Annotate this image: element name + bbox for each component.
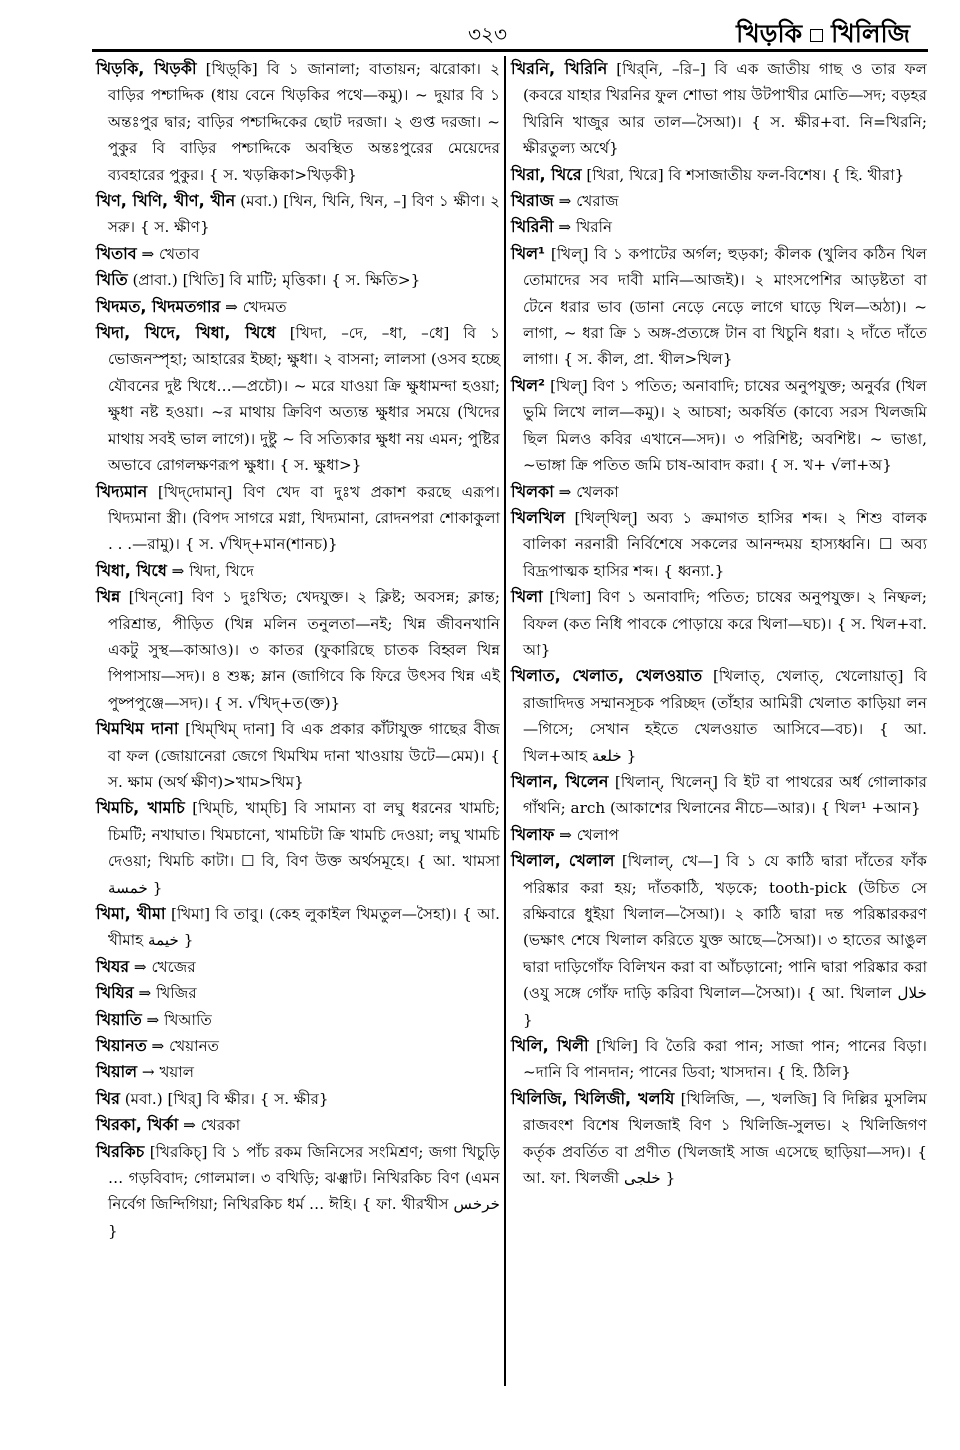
headword: খিলাল, খেলাল — [511, 851, 615, 871]
column-divider — [504, 56, 506, 1386]
headword: খিতি — [96, 270, 128, 290]
box-separator-icon — [810, 29, 823, 42]
entry-definition: [খিন্‌নো] বিণ ১ দুঃখিত; খেদযুক্ত। ২ ক্লিষ্ট; অবসন্ন; ক্লান্ত; পরিশ্রান্ত, পীড়িত (খিন্ন মলিন তনুলতা—নই; খিন্ন জীবনখানি একটু সুস্থ—কাআও)। ৩ কাতর (ফুকারিছে চাতক বিহ্বল খিন্ন পিপাসায়—সদ)। ৪ শুষ্ক; ম্লান (জাগিবে কি ফিরে উৎসব খিন্ন এই পুষ্পপুঞ্জে—সদ)। { স. √খিদ্+ত(ক্ত)} — [108, 588, 500, 712]
entry-definition: ⇒ খেরাজ — [553, 192, 619, 211]
headword: খিমখিম দানা — [96, 719, 179, 739]
entry-definition: ⇒ খেজের — [129, 957, 196, 976]
dictionary-entry — [511, 1033, 927, 1086]
entry-definition: [খির্‌নি, –রি–] বি এক জাতীয় গাছ ও তার ফল (কবরে যাহার খিরনির ফুল শোভা পায় উটপাখীর মোতি—সদ; বড়হর খিরিনি খাজুর আর তাল—সৈআ)। { স. ক্ষীর+বা. নি=খিরনি; ক্ষীরতুল্য অর্থে} — [523, 60, 927, 158]
entry-definition: [খিম্‌চি, খাম্‌চি] বি সামান্য বা লঘু ধরনের খামচি; চিমটি; নখাঘাত। খিমচানো, খামচিটা ক্রি খামচি দেওয়া; লঘু খামচি দেওয়া; খিমচি কাটা। ☐ বি, বিণ উক্ত অর্থসমূহে। { আ. খামসা خمسة } — [108, 799, 500, 897]
headword: খিলিজি, খিলিজী, খলযি — [511, 1088, 675, 1108]
dictionary-entry — [96, 188, 500, 241]
headword: খির — [96, 1088, 120, 1108]
entry-definition: [খিলাল্, খে—] বি ১ যে কাঠি দ্বারা দাঁতের ফাঁক পরিষ্কার করা হয়; দাঁতকাঠি, খড়কে; tooth-pick (উচিত সে রক্ষিবারে ধুইয়া খিলাল—সৈআ)। ২ কাঠি দ্বারা দন্ত পরিষ্কারকরণ (ভক্ষাৎ শেষে খিলাল করিতে যুক্ত আছে—সৈআ)। ৩ হাতের আঙুল দ্বারা দাড়িগোঁফ বিলিখন করা বা আঁচড়ানো; পানি দ্বারা পরিষ্কার করা (ওযু সঙ্গে গোঁফ দাড়ি করিবা খিলাল—সৈআ)। { আ. খিলাল خلال } — [523, 852, 927, 1029]
dictionary-entry — [511, 584, 927, 663]
dictionary-entry — [511, 188, 927, 214]
entry-definition: [খিরা, খিরে] বি শসাজাতীয় ফল-বিশেষ। { হি. খীরা} — [581, 165, 905, 184]
entry-definition: (প্রাবা.) [খিতি] বি মাটি; মৃত্তিকা। { স. ক্ষিতি>} — [127, 271, 421, 290]
entry-definition: [খিলান্, খিলেন্] বি ইট বা পাথরের অর্ধ গোলাকার গাঁথনি; arch (আকাশের খিলানের নীচে—আর)। { খিল¹ +আন} — [523, 772, 927, 818]
dictionary-entry — [96, 1059, 500, 1085]
entry-definition: [খিল্‌খিল্] অব্য ১ ক্রমাগত হাসির শব্দ। ২ শিশু বালক বালিকা নরনারী নির্বিশেষে সকলের আনন্দময় হাস্যধ্বনি। ☐ অব্য বিদ্রূপাত্মক হাসির শব্দ। { ধ্বন্যা.} — [523, 508, 927, 580]
dictionary-entry — [511, 505, 927, 584]
entry-definition: [খিলা] বিণ ১ অনাবাদি; পতিত; চাষের অনুপযুক্ত। ২ নিষ্ফল; বিফল (কত নিধি পাবকে পোড়ায়ে করে খিলা—ঘচ)। { স. খিল+বা. আ} — [523, 588, 927, 659]
entry-definition: ⇒ খেয়ানত — [146, 1037, 220, 1056]
dictionary-entry — [96, 980, 500, 1006]
headword: খিলকা — [511, 481, 554, 501]
headword: খিদ্যমান — [96, 481, 148, 501]
entry-definition: [খিলিজি, —, খলজি] বি দিল্লির মুসলিম রাজবংশ বিশেষ খিলজাই বিণ ১ খিলিজি-সুলভ। ২ খিলিজিগণ কর্তৃক প্রবর্তিত বা প্রণীত (খিলজাই সাজ এসেছে ছাড়িয়া—সদ)। { আ. ফা. খিলজী خلجی } — [523, 1089, 927, 1188]
page-number: ৩২৩ — [468, 22, 508, 46]
headword: খিয়াল — [96, 1062, 138, 1082]
headword: খিণ, খিণি, খীণ, খীন — [96, 191, 236, 211]
headword: খিলাত, খেলাত, খেলওয়াত — [511, 666, 703, 686]
headword: খিমচি, খামচি — [96, 798, 185, 818]
headword: খিয়াতি — [96, 1009, 142, 1029]
dictionary-entry — [96, 558, 500, 584]
headword: খিলা — [511, 587, 543, 607]
headword: খিরা, খিরে — [511, 164, 582, 184]
entry-definition: ⇒ খেদমত — [220, 297, 287, 316]
dictionary-entry — [511, 663, 927, 769]
dictionary-entry — [96, 1112, 500, 1138]
entry-definition: [খিল্] বি ১ কপাটের অর্গল; হুড়কা; কীলক (খুলিব কঠিন খিল তোমাদের সব দাবী মানি—আজই)। ২ মাংসপেশির আড়ষ্টতা বা টেনে ধরার ভাব (ডানা নেড়ে নেড়ে লাগে ঘাড়ে খিল—অঠা)। ~ লাগা, ~ ধরা ক্রি ১ অঙ্গ-প্রত্যঙ্গে টান বা খিচুনি ধরা। ২ দাঁতে দাঁতে লাগা। { স. কীল, প্রা. খীল>খিল} — [523, 244, 927, 369]
headword: খিমা, খীমা — [96, 904, 166, 923]
entry-definition: [খিড়্‌কি] বি ১ জানালা; বাতায়ন; ঝরোকা। ২ বাড়ির পশ্চাদ্দিক (ধায় বেনে খিড়কির পথে—কমু)। ~ দুয়ার বি ১ অন্তঃপুর দ্বার; বাড়ির পশ্চাদ্দিকের ছোট দরজা। ২ গুপ্ত দরজা। ~ পুকুর বি বাড়ির পশ্চাদ্দিকে অবস্থিত অন্তঃপুরের মেয়েদের ব্যবহারের পুকুর। { স. খড়ক্কিকা>খিড়কী} — [108, 60, 500, 184]
dictionary-entry — [511, 56, 927, 162]
headword: খিতাব — [96, 243, 137, 263]
right-column — [511, 56, 927, 1191]
dictionary-entry — [96, 716, 500, 795]
headword: খিধা, খিধে — [96, 560, 167, 580]
headword: খিড়কি, খিড়কী — [96, 59, 197, 78]
entry-definition: ⇒ খেরকা — [178, 1116, 241, 1135]
entry-definition: [খিদ্‌দোমান্] বিণ খেদ বা দুঃখ প্রকাশ করছে এরূপ। খিদ্যমানা স্ত্রী। (বিপদ সাগরে মগ্না, খিদ্যমানা, রোদনপরা শোকাকুলা . . .—রামু)। { স. √খিদ্+মান(শানচ)} — [108, 482, 500, 554]
guide-word-last: খিলিজি — [831, 19, 910, 48]
entry-definition: (মবা.) [খির্] বি ক্ষীর। { স. ক্ষীর} — [119, 1089, 329, 1108]
dictionary-entry — [96, 1139, 500, 1245]
dictionary-entry — [511, 241, 927, 373]
headword: খিদা, খিদে, খিধা, খিধে — [96, 323, 276, 343]
entry-definition: ⇒ খিদা, খিদে — [166, 561, 254, 580]
dictionary-entry — [96, 584, 500, 716]
headword: খিযির — [96, 983, 134, 1003]
dictionary-entry — [511, 373, 927, 479]
left-column — [96, 56, 500, 1244]
entry-definition: ⇒ খেতাব — [136, 244, 200, 263]
headword: খিলি, খিলী — [511, 1036, 589, 1056]
dictionary-entry — [511, 479, 927, 505]
headword: খিল² — [511, 375, 546, 395]
entry-definition: ⇒ খিআতি — [141, 1010, 212, 1029]
dictionary-entry — [96, 1086, 500, 1112]
dictionary-entry — [511, 848, 927, 1033]
entry-definition: [খিল্] বিণ ১ পতিত; অনাবাদি; চাষের অনুপযুক্ত; অনুর্বর (খিল ভুমি লিখে লাল—কমু)। ২ আচষা; অকর্ষিত (কাব্যে সরস খিলজমি ছিল মিলও কবির এখানে—সদ)। ৩ পরিশিষ্ট; অবশিষ্ট। ~ ভাঙা, ~ভাঙ্গা ক্রি পতিত জমি চাষ-আবাদ করা। { স. খ+ √লা+অ} — [523, 376, 927, 475]
dictionary-entry — [96, 241, 500, 267]
dictionary-entry — [511, 822, 927, 848]
dictionary-entry — [511, 214, 927, 240]
entry-definition: [খিরকিচ্] বি ১ পাঁচ রকম জিনিসের সংমিশ্রণ; জগা খিচুড়ি … গড়বিবাদ; গোলমাল। ৩ বখিড়ি; ঝঞ্ঝাট। নিখিরকিচ বিণ (এমন নির্বেগ জিন্দিগিয়া; নিখিরকিচ ধর্ম … ঈহি। { ফা. খীরখীস خرخس } — [108, 1142, 500, 1240]
headword: খিরিনী — [511, 217, 554, 237]
guide-word-first: খিড়কি — [736, 19, 803, 48]
dictionary-entry — [96, 1033, 500, 1059]
headword: খিদমত, খিদমতগার — [96, 296, 221, 316]
headword: খিন্ন — [96, 587, 121, 607]
dictionary-entry — [96, 1007, 500, 1033]
dictionary-entry — [511, 1086, 927, 1192]
headword: খিল¹ — [511, 243, 546, 263]
entry-definition: (মবা.) [খিন, খিনি, খিন, –] বিণ ১ ক্ষীণ। ২ সরু। { স. ক্ষীণ} — [108, 192, 500, 237]
dictionary-entry — [96, 267, 500, 293]
entry-definition: → খয়াল — [137, 1063, 195, 1082]
headword: খিলখিল — [511, 507, 566, 527]
dictionary-entry — [96, 479, 500, 558]
headword: খিরনি, খিরিনি — [511, 59, 608, 78]
dictionary-entry — [96, 294, 500, 320]
dictionary-entry — [511, 769, 927, 822]
dictionary-entry — [96, 901, 500, 954]
headword: খিরকিচ — [96, 1141, 145, 1161]
dictionary-entry — [511, 162, 927, 188]
entry-definition: [খিম্‌খিম্ দানা] বি এক প্রকার কাঁটাযুক্ত গাছের বীজ বা ফল (জোয়ানেরা জেগে খিমখিম দানা খাওয়ায় উটে—মেম)। { স. ক্ষাম (অর্থ ক্ষীণ)>খাম>খিম} — [108, 720, 501, 791]
entry-definition: ⇒ খেলকা — [553, 482, 619, 501]
entry-definition: ⇒ খিজির — [133, 984, 197, 1003]
entry-definition: [খিদা, –দে, –ধা, –ধে] বি ১ ভোজনস্পৃহা; আহারের ইচ্ছা; ক্ষুধা। ২ বাসনা; লালসা (ওসব হচ্ছে যৌবনের দুষ্ট খিধে…—প্রচৌ)। ~ মরে যাওয়া ক্রি ক্ষুধামন্দা হওয়া; ক্ষুধা নষ্ট হওয়া। ~র মাথায় ক্রিবিণ অত্যন্ত ক্ষুধার সময়ে (খিদের মাথায় সবই ভাল লাগে)। দুষ্টু ~ বি সত্যিকার ক্ষুধা নয় এমন; পুষ্টির অভাবে রোগলক্ষণরূপ ক্ষুধা। { স. ক্ষুধা>} — [108, 324, 501, 475]
entry-definition: [খিলাত্, খেলাত্, খেলোয়াত্] বি রাজাদিদত্ত সম্মানসূচক পরিচ্ছদ (তাঁহার আমিরী খেলাত কাড়িয়া লন—গিসে; সেখান হইতে খেলওয়াত আসিবে—বচ)। { আ. খিল+আহ خلعة } — [523, 667, 927, 765]
headword: খিয়ানত — [96, 1036, 147, 1056]
dictionary-entry — [96, 954, 500, 980]
headword: খিরাজ — [511, 191, 554, 211]
entry-definition: ⇒ খেলাপ — [554, 825, 619, 844]
header-rule — [92, 49, 928, 52]
dictionary-entry — [96, 795, 500, 901]
entry-definition: [খিলি] বি তৈরি করা পান; সাজা পান; পানের বিড়া। ~দানি বি পানদান; পানের ডিবা; খাসদান। { হি. ঠিলি} — [523, 1037, 927, 1082]
headword: খিলাফ — [511, 824, 555, 844]
headword: খিলান, খিলেন — [511, 771, 609, 791]
dictionary-entry — [96, 320, 500, 478]
dictionary-entry — [96, 56, 500, 188]
headword: খিযর — [96, 956, 130, 976]
entry-definition: [খিমা] বি তাবু। (কেহ লুকাইল খিমতুল—সৈহা)। { আ. খীমাহ خيمة } — [108, 905, 500, 950]
entry-definition: ⇒ খিরনি — [553, 218, 613, 237]
headword: খিরকা, খির্কা — [96, 1115, 179, 1135]
